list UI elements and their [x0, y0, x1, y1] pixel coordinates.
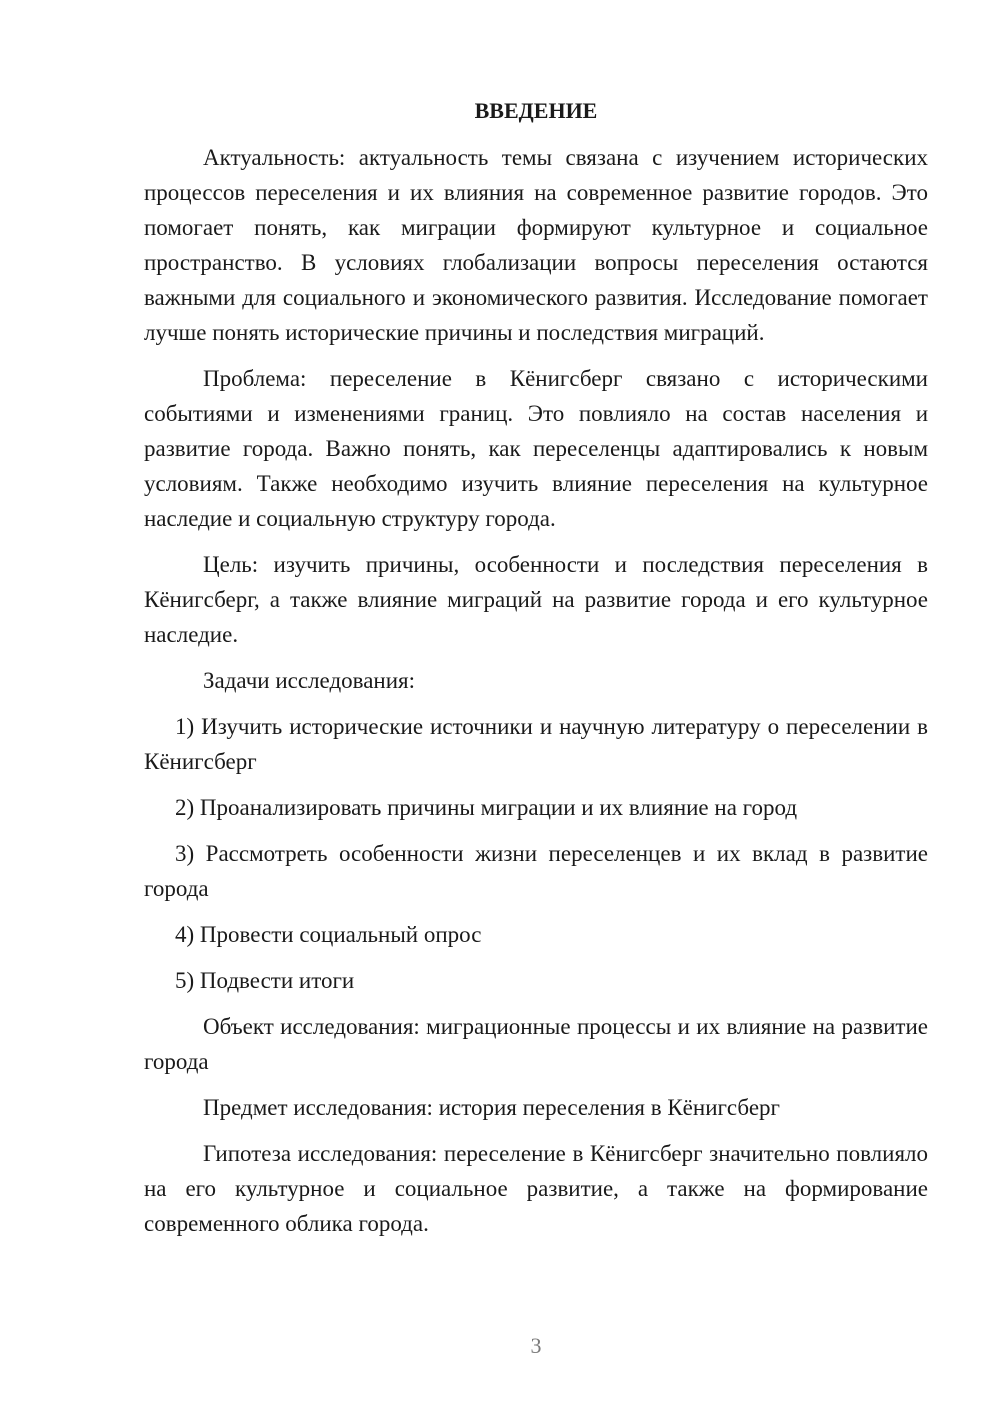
paragraph-goal: Цель: изучить причины, особенности и последствия переселения в Кёнигсберг, а также влияние миграций на развитие города и его культурное наследие.	[144, 552, 928, 647]
tasks-heading: Задачи исследования:	[203, 668, 416, 693]
paragraph-subject: Предмет исследования: история переселения в Кёнигсберг	[203, 1095, 780, 1120]
task-item-3: 3) Рассмотреть особенности жизни переселенцев и их вклад в развитие города	[144, 841, 928, 901]
page-number: 3	[530, 1333, 542, 1358]
paragraph-relevance: Актуальность: актуальность темы связана с изучением исторических процессов переселения и их влияния на современное развитие городов. Это помогает понять, как миграции формируют культурное и социальное пространство. В условиях глобализации вопросы переселения остаются важными для социального и экономического развития. Исследование помогает лучше понять исторические причины и последствия миграций.	[144, 145, 928, 345]
document-page	[144, 96, 928, 1252]
paragraph-hypothesis: Гипотеза исследования: переселение в Кёнигсберг значительно повлияло на его культурное и социальное развитие, а также на формирование современного облика города.	[144, 1141, 928, 1236]
page-title: ВВЕДЕНИЕ	[474, 98, 598, 123]
task-item-4: 4) Провести социальный опрос	[175, 922, 482, 947]
paragraph-problem: Проблема: переселение в Кёнигсберг связано с историческими событиями и изменениями границ. Это повлияло на состав населения и развитие города. Важно понять, как переселенцы адаптировались к новым условиям. Также необходимо изучить влияние переселения на культурное наследие и социальную структуру города.	[144, 366, 928, 531]
task-item-5: 5) Подвести итоги	[175, 968, 355, 993]
paragraph-object: Объект исследования: миграционные процессы и их влияние на развитие города	[144, 1014, 928, 1074]
task-item-1: 1) Изучить исторические источники и научную литературу о переселении в Кёнигсберг	[144, 714, 928, 774]
task-item-2: 2) Проанализировать причины миграции и их влияние на город	[175, 795, 798, 820]
